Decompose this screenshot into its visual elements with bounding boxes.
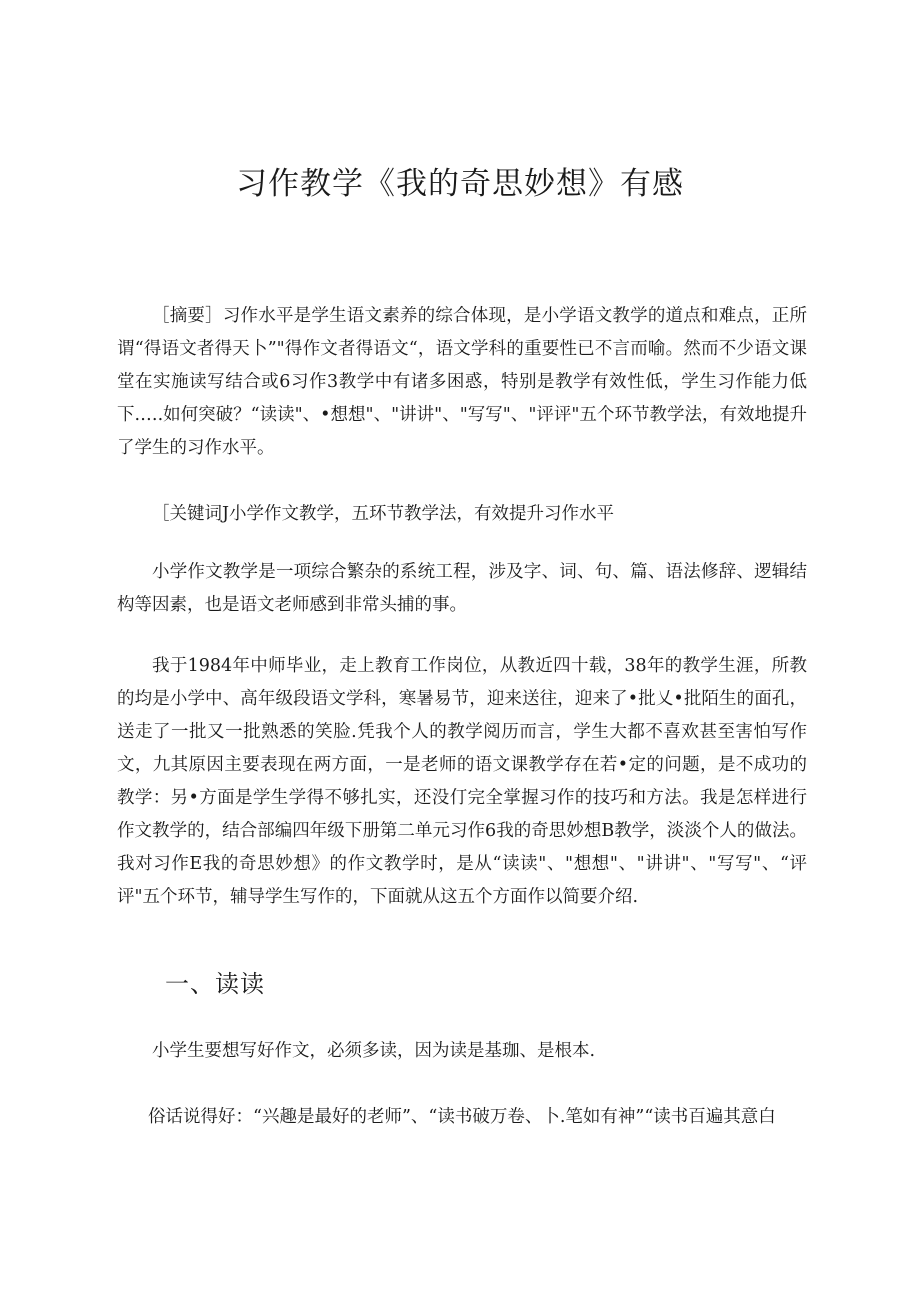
document-title: 习作教学《我的奇思妙想》有感 bbox=[236, 166, 684, 202]
section-paragraph-2: 俗话说得好：“兴趣是最好的老师”、“读书破万卷、卜.笔如有神”“读书百遍其意白 bbox=[148, 1107, 776, 1127]
intro-paragraph-2: 我于1984年中师毕业，走上教育工作岗位，从教近四十载，38年的教学生涯，所教的均是小学中、高年级段语文学科，寒暑易节，迎来送往，迎来了•批乂•批陌生的面孔，送走了一批又一批熟悉的笑脸.凭我个人的教学阅历而言，学生大都不喜欢甚至害怕写作文，九其原因主要表现在两方面，一是老师的语文课教学存在若•定的问题，是不成功的教学：另•方面是学生学得不够扎实，还没仃完全掌握习作的技巧和方法。我是怎样进行作文教学的，结合部编四年级下册第二单元习作6我的奇思妙想B教学，淡淡个人的做法。我对习作E我的奇思妙想》的作文教学时，是从“读读"、"想想"、"讲讲"、"写写"、“评评"五个环节，辅导学生写作的，下面就从这五个方面作以简要介绍. bbox=[117, 656, 807, 907]
abstract-paragraph: ［摘要］习作水平是学生语文素养的综合体现，是小学语文教学的道点和难点，正所谓“得语文者得天卜”"得作文者得语文“，语文学科的重要性已不言而喻。然而不少语文课堂在实施读写结合或6习作3教学中有诸多困惑，特别是教学有效性低，学生习作能力低下.….如何突破？“读读"、•想想"、"讲讲"、"写写"、"评评"五个环节教学法，有效地提升了学生的习作水平。 bbox=[117, 306, 807, 458]
section-paragraph-1: 小学生要想写好作文，必须多读，因为读是基珈、是根本. bbox=[152, 1041, 596, 1061]
section-heading-reading: 一、读读 bbox=[165, 970, 265, 998]
keywords-paragraph: ［关键词J小学作文教学，五环节教学法，有效提升习作水平 bbox=[152, 504, 615, 524]
intro-paragraph-1: 小学作文教学是一项综合繁杂的系统工程，涉及字、词、句、篇、语法修辞、逻辑结构等因素，也是语文老师感到非常头捕的事。 bbox=[117, 562, 807, 615]
